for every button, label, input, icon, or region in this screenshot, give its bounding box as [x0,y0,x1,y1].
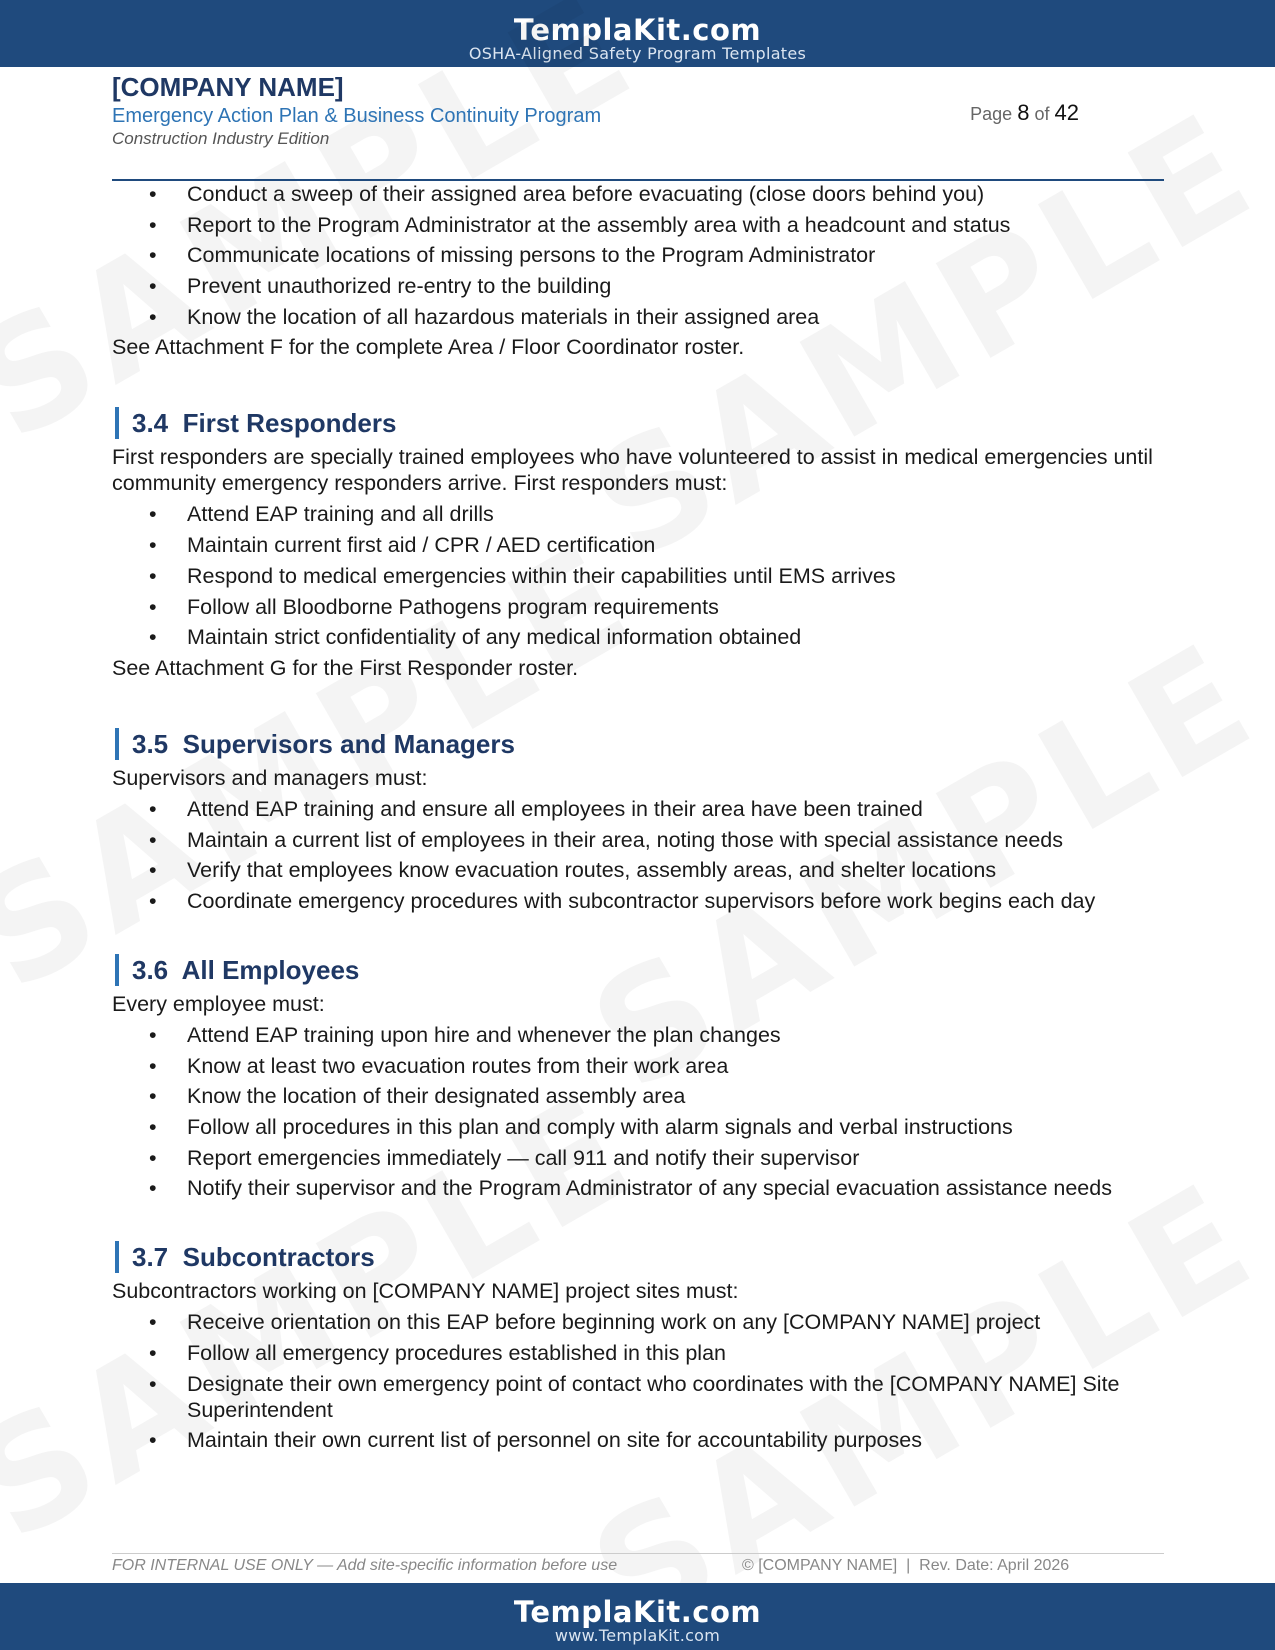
bullet-icon: • [149,563,157,588]
bullet-icon: • [149,594,157,619]
bullet-icon: • [149,625,157,650]
bullet-icon: • [149,1341,157,1366]
bullet-icon: • [149,1022,157,1047]
list-item [112,624,1172,650]
list-item [112,1114,1172,1140]
bullet-icon: • [149,243,157,268]
bullet-icon: • [149,274,157,299]
list-item-text: Verify that employees know evacuation routes, assembly areas, and shelter locations [187,858,997,883]
section-heading [115,1241,1172,1273]
list-item [112,827,1172,853]
bullet-icon: • [149,212,157,237]
top-banner-brand: TemplaKit.com [513,13,762,47]
bullet-icon: • [149,502,157,527]
list-item-text: Prevent unauthorized re-entry to the building [187,274,612,299]
section-number: 3.4 [132,408,169,439]
list-item [112,242,1172,268]
bullet-icon: • [149,1053,157,1078]
section-number: 3.5 [132,728,169,759]
page-total: 42 [1054,100,1079,125]
bullet-icon: • [149,1145,157,1170]
list-item-text: Maintain their own current list of personnel on site for accountability purposes [187,1428,922,1453]
list-item-text: Conduct a sweep of their assigned area before evacuating (close doors behind you) [187,182,985,206]
top-banner [0,0,1275,67]
section-title: Subcontractors [182,1242,375,1273]
page-current: 8 [1017,100,1030,125]
list-item-text: Know the location of their designated assembly area [187,1084,686,1109]
section-intro: First responders are specially trained employees who have volunteered to assist in medical emergencies until community emergency responders arrive. First responders must: [112,445,1153,496]
program-title: Emergency Action Plan & Business Continuity Program [112,105,602,127]
list-item [112,857,1172,883]
section-all-employees [112,954,1172,1201]
continued-list [112,181,1172,330]
list-item [112,1083,1172,1109]
list-item-text: Respond to medical emergencies within their capabilities until EMS arrives [187,563,896,588]
bullet-icon: • [149,888,157,913]
section-intro: Subcontractors working on [COMPANY NAME] project sites must: [112,1279,739,1304]
list-item-text: Designate their own emergency point of contact who coordinates with the [COMPANY NAME] Site Superintendent [187,1371,1120,1422]
section-supervisors [112,728,1172,914]
bullet-icon: • [149,1115,157,1139]
bullet-icon: • [149,1084,157,1109]
list-item-text: Attend EAP training and ensure all employees in their area have been trained [187,796,923,821]
list-item-text: Coordinate emergency procedures with subcontractor supervisors before work begins each day [187,888,1096,913]
list-item-text: Report to the Program Administrator at the assembly area with a headcount and status [187,212,1011,237]
list-item-text: Notify their supervisor and the Program Administrator of any special evacuation assistance needs [187,1176,1112,1201]
section-list [112,501,1172,650]
list-item [112,563,1172,589]
list-item-text: Follow all emergency procedures established in this plan [187,1341,726,1366]
list-item [112,1053,1172,1079]
list-item [112,1309,1172,1335]
bottom-banner [0,1583,1275,1650]
section-title: All Employees [181,954,360,985]
list-item [112,1145,1172,1171]
attachment-f-note: See Attachment F for the complete Area / Floor Coordinator roster. [112,335,745,360]
footer-copyright: © [COMPANY NAME] | Rev. Date: April 2026 [742,1557,1070,1574]
list-item [112,501,1172,527]
list-item-text: Receive orientation on this EAP before beginning work on any [COMPANY NAME] project [187,1310,1041,1335]
continued-block [112,181,1172,360]
list-item [112,594,1172,620]
list-item-text: Follow all procedures in this plan and comply with alarm signals and verbal instructions [187,1115,1013,1139]
bullet-icon: • [149,858,157,883]
list-item [112,1427,1172,1453]
page-footer [112,1553,1164,1579]
section-list [112,1309,1172,1453]
section-heading [115,407,1172,439]
bottom-banner-url[interactable]: www.TemplaKit.com [554,1626,721,1645]
section-intro: Every employee must: [112,991,325,1016]
list-item-text: Know the location of all hazardous materials in their assigned area [187,304,820,329]
list-item-text: Follow all Bloodborne Pathogens program requirements [187,594,719,619]
list-item-text: Know at least two evacuation routes from their work area [187,1053,729,1078]
section-heading [115,728,1172,760]
section-subcontractors [112,1241,1172,1453]
bullet-icon: • [149,1176,157,1201]
page-of: of [1034,104,1050,124]
list-item [112,212,1172,238]
section-title: Supervisors and Managers [182,728,515,759]
section-intro: Supervisors and managers must: [112,765,428,790]
list-item [112,304,1172,330]
footer-disclaimer: FOR INTERNAL USE ONLY — Add site-specific information before use [112,1557,618,1574]
section-heading [115,954,1172,986]
attachment-g-note: See Attachment G for the First Responder roster. [112,655,579,680]
page-label: Page [970,104,1013,124]
section-list [112,796,1172,914]
section-number: 3.6 [132,954,169,985]
list-item-text: Maintain a current list of employees in their area, noting those with special assistance needs [187,827,1063,852]
list-item [112,1175,1172,1201]
page-header [112,72,1164,181]
list-item-text: Maintain current first aid / CPR / AED certification [187,533,656,558]
bullet-icon: • [149,1428,157,1453]
list-item [112,1371,1172,1423]
bullet-icon: • [149,1310,157,1335]
list-item [112,532,1172,558]
section-list [112,1022,1172,1201]
page-content [112,181,1172,1458]
list-item-text: Report emergencies immediately — call 911 and notify their supervisor [187,1145,860,1170]
bullet-icon: • [149,182,157,206]
list-item-text: Communicate locations of missing persons to the Program Administrator [187,243,876,268]
list-item-text: Attend EAP training upon hire and whenever the plan changes [187,1022,781,1047]
section-title: First Responders [182,408,397,439]
bullet-icon: • [149,827,157,852]
list-item [112,888,1172,914]
bullet-icon: • [149,304,157,329]
list-item [112,181,1172,207]
bottom-banner-brand: TemplaKit.com [513,1595,762,1629]
section-first-responders [112,407,1172,680]
edition-label: Construction Industry Edition [112,129,330,148]
bullet-icon: • [149,533,157,558]
list-item [112,796,1172,822]
page-number [970,100,1079,126]
list-item [112,273,1172,299]
list-item-text: Attend EAP training and all drills [187,502,494,527]
company-name: [COMPANY NAME] [112,72,344,102]
list-item [112,1022,1172,1048]
top-banner-tagline: OSHA-Aligned Safety Program Templates [468,44,807,63]
bullet-icon: • [149,796,157,821]
bullet-icon: • [149,1371,157,1396]
section-number: 3.7 [132,1242,169,1273]
list-item-text: Maintain strict confidentiality of any medical information obtained [187,625,802,650]
list-item [112,1340,1172,1366]
